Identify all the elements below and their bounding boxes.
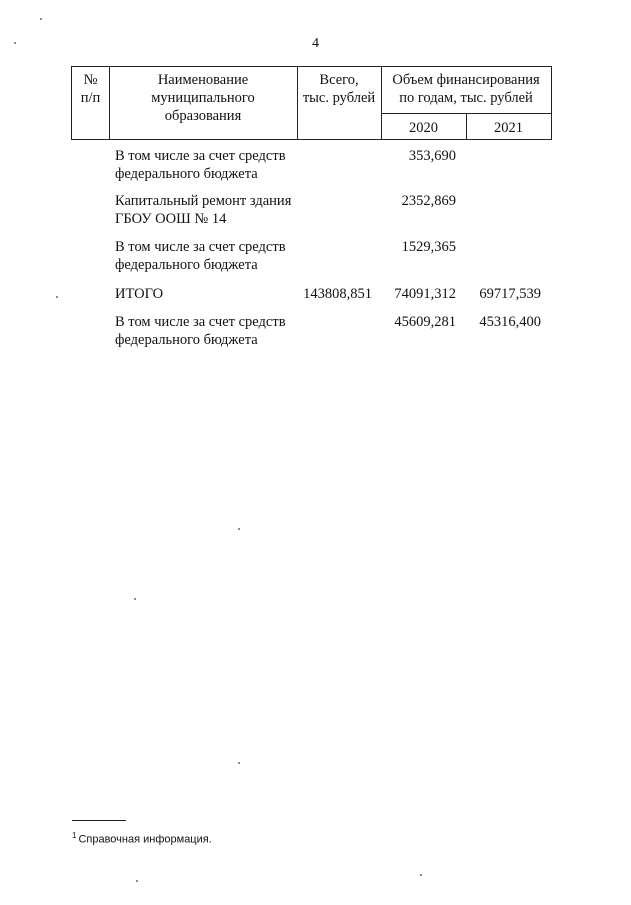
row-label: ИТОГО [115,286,164,302]
row-label: В том числе за счет средств федерального бюджета [115,239,286,273]
scan-speck [238,528,240,530]
row-label: В том числе за счет средств федерального бюджета [115,148,286,182]
header-name-column [109,71,297,125]
row-value-2021: 45316,400 [479,314,541,330]
row-value-2020: 45609,281 [394,314,456,330]
header-number-column [72,71,109,107]
row-value-2020: 353,690 [408,148,456,164]
row-divider [382,113,551,114]
row-total: 143808,851 [303,286,372,302]
header-name-line-3: образования [164,108,242,124]
footnote-rule [72,820,126,821]
header-funding-line-2: по годам, тыс. рублей [399,90,533,106]
scan-speck [40,18,42,20]
footnote-text: Справочная информация. [78,833,212,846]
header-number-line-1: № [83,72,98,88]
row-label: В том числе за счет средств федерального бюджета [115,314,286,348]
header-year-2020: 2020 [409,120,438,136]
scan-speck [134,598,136,600]
header-number-line-2: п/п [80,90,101,106]
header-total-column [297,71,381,107]
scan-speck [136,880,138,882]
row-value-2020: 2352,869 [401,193,456,209]
scan-speck [420,874,422,876]
header-funding-line-1: Объем финансирования [392,72,540,88]
footnote [72,831,212,846]
row-value-2020: 74091,312 [394,286,456,302]
header-funding-column [381,71,551,107]
scan-speck [238,762,240,764]
header-name-line-2: муниципального [151,90,255,106]
row-value-2020: 1529,365 [401,239,456,255]
table-header [71,66,552,140]
row-label: Капитальный ремонт здания ГБОУ ООШ № 14 [115,193,292,227]
page-number: 4 [312,36,319,51]
header-year-2021: 2021 [494,120,523,136]
header-name-line-1: Наименование [157,72,249,88]
row-value-2021: 69717,539 [479,286,541,302]
scan-speck [56,296,58,298]
footnote-marker: 1 [72,831,77,840]
header-total-line-2: тыс. рублей [302,90,376,106]
header-total-line-1: Всего, [319,72,359,88]
scan-speck [14,42,16,44]
